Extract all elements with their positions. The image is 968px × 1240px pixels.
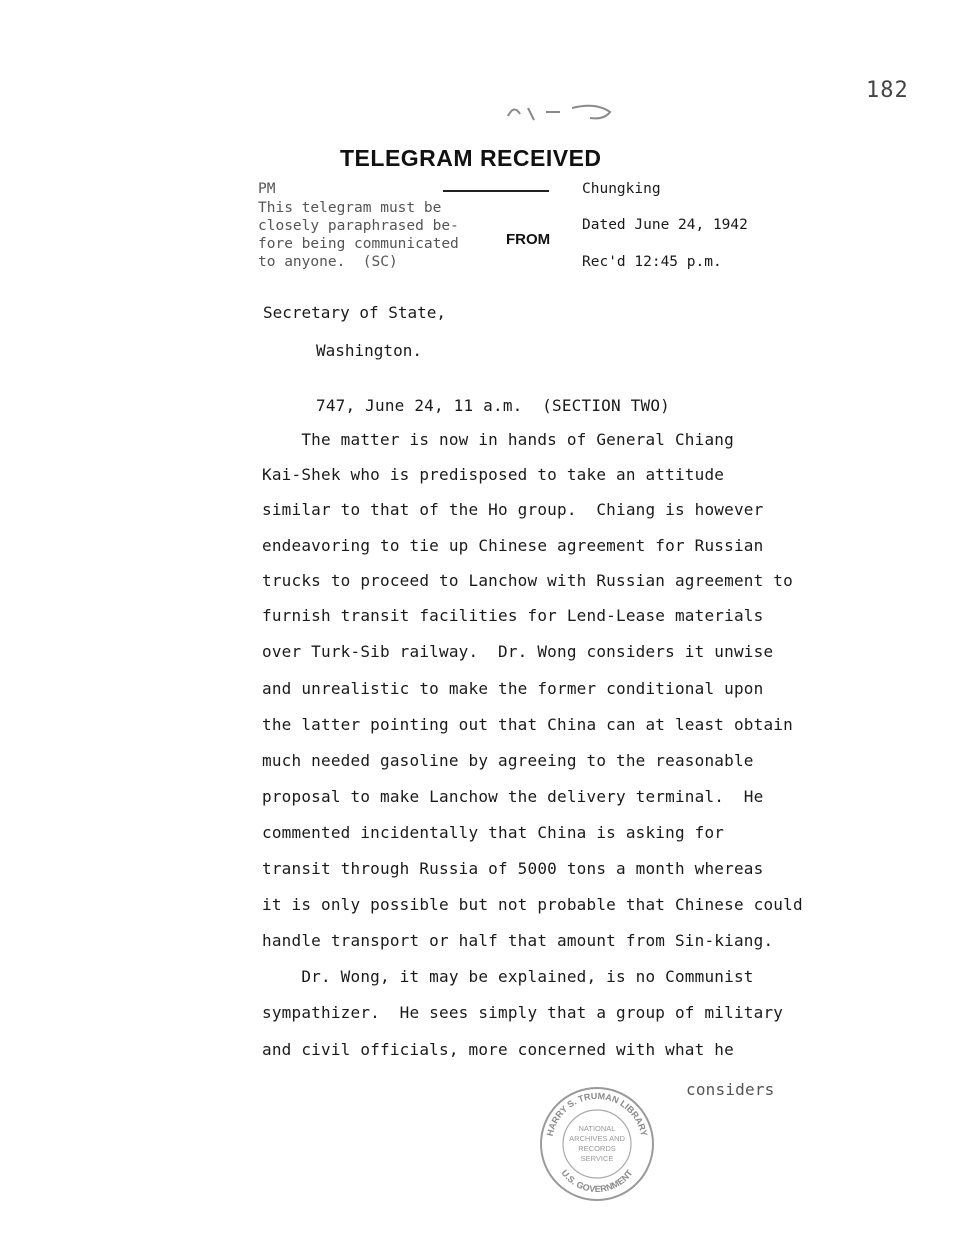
addressee-city: Washington. xyxy=(316,341,422,360)
body-line: similar to that of the Ho group. Chiang is however xyxy=(262,500,764,519)
header-left-line: PM xyxy=(258,181,276,197)
header-left-line: This telegram must be xyxy=(258,200,442,216)
body-line: and unrealistic to make the former conditional upon xyxy=(262,679,764,698)
header-left-line: fore being communicated xyxy=(258,236,459,252)
body-line: Kai-Shek who is predisposed to take an attitude xyxy=(262,465,725,484)
body-line: over Turk-Sib railway. Dr. Wong considers it unwise xyxy=(262,642,774,661)
received-line: Rec'd 12:45 p.m. xyxy=(582,254,722,270)
body-line: transit through Russia of 5000 tons a month whereas xyxy=(262,859,764,878)
body-line: endeavoring to tie up Chinese agreement for Russian xyxy=(262,536,764,555)
body-line: trucks to proceed to Lanchow with Russian agreement to xyxy=(262,571,793,590)
svg-text:U.S. GOVERNMENT xyxy=(559,1168,634,1194)
body-line: much needed gasoline by agreeing to the reasonable xyxy=(262,751,754,770)
body-line: it is only possible but not probable that Chinese could xyxy=(262,895,803,914)
stamp-center-line: RECORDS xyxy=(578,1144,616,1153)
addressee: Secretary of State, xyxy=(263,303,447,322)
header-left-line: to anyone. (SC) xyxy=(258,254,398,270)
body-line: handle transport or half that amount from Sin-kiang. xyxy=(262,931,774,950)
body-line: furnish transit facilities for Lend-Lease materials xyxy=(262,606,764,625)
handwritten-scribble xyxy=(500,98,620,128)
body-line: the latter pointing out that China can at least obtain xyxy=(262,715,793,734)
stamp-top-text: HARRY S. TRUMAN LIBRARY xyxy=(544,1090,650,1138)
body-line: The matter is now in hands of General Chiang xyxy=(262,430,734,449)
page-number: 182 xyxy=(866,78,909,103)
body-line: Dr. Wong, it may be explained, is no Communist xyxy=(262,967,754,986)
body-line: sympathizer. He sees simply that a group of military xyxy=(262,1003,784,1022)
stamp-center-line: ARCHIVES AND xyxy=(569,1134,625,1143)
stamp-bottom-text: U.S. GOVERNMENT xyxy=(559,1167,635,1195)
body-line: and civil officials, more concerned with what he xyxy=(262,1040,734,1059)
header-rule xyxy=(443,190,549,192)
from-label: FROM xyxy=(506,231,551,248)
telegram-title: TELEGRAM RECEIVED xyxy=(340,145,602,171)
body-line: proposal to make Lanchow the delivery terminal. He xyxy=(262,787,764,806)
header-left-line: closely paraphrased be- xyxy=(258,218,459,234)
dated-line: Dated June 24, 1942 xyxy=(582,217,748,233)
stamp-center-line: NATIONAL xyxy=(578,1124,616,1133)
archives-stamp xyxy=(538,1085,656,1203)
continuation-word: considers xyxy=(686,1080,775,1099)
body-line: commented incidentally that China is asking for xyxy=(262,823,725,842)
body-line: 747, June 24, 11 a.m. (SECTION TWO) xyxy=(316,396,670,415)
origin-place: Chungking xyxy=(582,181,661,197)
stamp-center-line: SERVICE xyxy=(580,1154,614,1163)
